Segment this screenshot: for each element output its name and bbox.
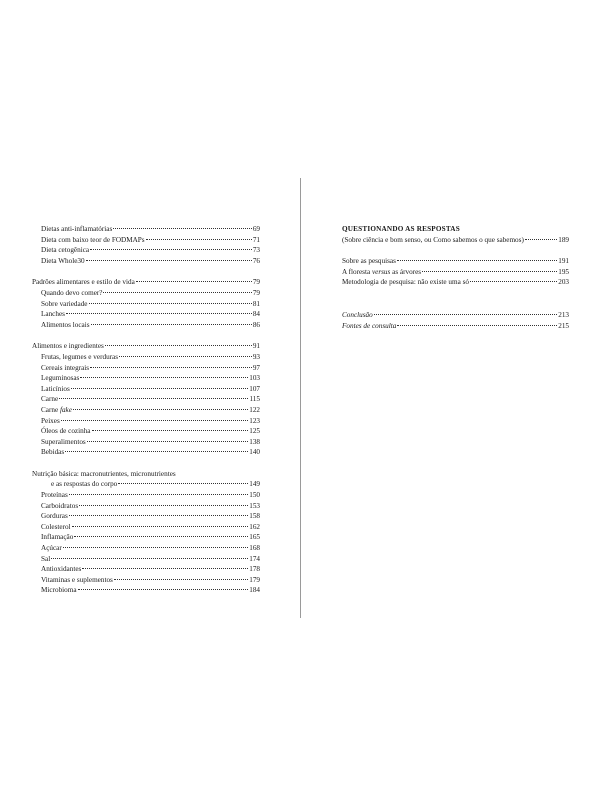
toc-entry: A floresta versus as árvores 195 (342, 267, 569, 276)
toc-entry: Quando devo comer? 79 (41, 288, 260, 297)
toc-entry: Colesterol 162 (41, 522, 260, 531)
toc-entry: Dieta cetogênica 73 (41, 246, 260, 255)
toc-entry: Dieta com baixo teor de FODMAPs 71 (41, 235, 260, 244)
toc-entry: Leguminosas 103 (41, 374, 260, 383)
toc-entry: Sal 174 (41, 554, 260, 563)
toc-entry: Gorduras 158 (41, 512, 260, 521)
toc-part-subtitle: (Sobre ciência e bom senso, ou Como sabemos o que sabemos) 189 (342, 235, 569, 244)
toc-entry: Bebidas 140 (41, 448, 260, 457)
toc-entry: Peixes 123 (41, 416, 260, 425)
toc-entry: Vitaminas e suplementos 179 (41, 575, 260, 584)
toc-entry: Superalimentos 138 (41, 437, 260, 446)
toc-entry: Cereais integrais 97 (41, 363, 260, 372)
toc-entry: Óleos de cozinha 125 (41, 427, 260, 436)
book-gutter (300, 178, 301, 618)
toc-entry: Sobre as pesquisas 191 (342, 257, 569, 266)
toc-conclusion: Conclusão 213 (342, 310, 569, 319)
toc-entry: Açúcar 168 (41, 544, 260, 553)
toc-entry: Alimentos locais 86 (41, 320, 260, 329)
toc-entry: Metodologia de pesquisa: não existe uma só 203 (342, 278, 569, 287)
toc-entry: Dietas anti-inflamatórias 69 (41, 225, 260, 233)
toc-left (32, 224, 260, 596)
toc-section-heading: Padrões alimentares e estilo de vida 79 (32, 278, 260, 287)
toc-right (342, 224, 569, 331)
toc-section-heading: Nutrição básica: macronutrientes, micronutrientes (32, 469, 176, 478)
toc-entry: Proteínas 150 (41, 491, 260, 500)
toc-sources: Fontes de consulta 215 (342, 321, 569, 330)
toc-entry: Lanches 84 (41, 310, 260, 319)
toc-part-title: QUESTIONANDO AS RESPOSTAS (342, 225, 460, 233)
toc-entry: Inflamação 165 (41, 533, 260, 542)
toc-entry: Frutas, legumes e verduras 93 (41, 352, 260, 361)
toc-entry: Laticínios 107 (41, 384, 260, 393)
toc-entry: Dieta Whole30 76 (41, 256, 260, 265)
toc-entry: Carne 115 (41, 395, 260, 404)
toc-entry: Sobre variedade 81 (41, 299, 260, 308)
toc-entry: Carboidratos 153 (41, 501, 260, 510)
right-page (302, 0, 600, 800)
toc-section-heading: Alimentos e ingredientes 91 (32, 342, 260, 351)
toc-entry: Antioxidantes 178 (41, 565, 260, 574)
toc-section-heading-cont: e as respostas do corpo 149 (51, 480, 260, 489)
toc-entry: Carne fake 122 (41, 405, 260, 414)
toc-entry: Microbioma 184 (41, 586, 260, 595)
